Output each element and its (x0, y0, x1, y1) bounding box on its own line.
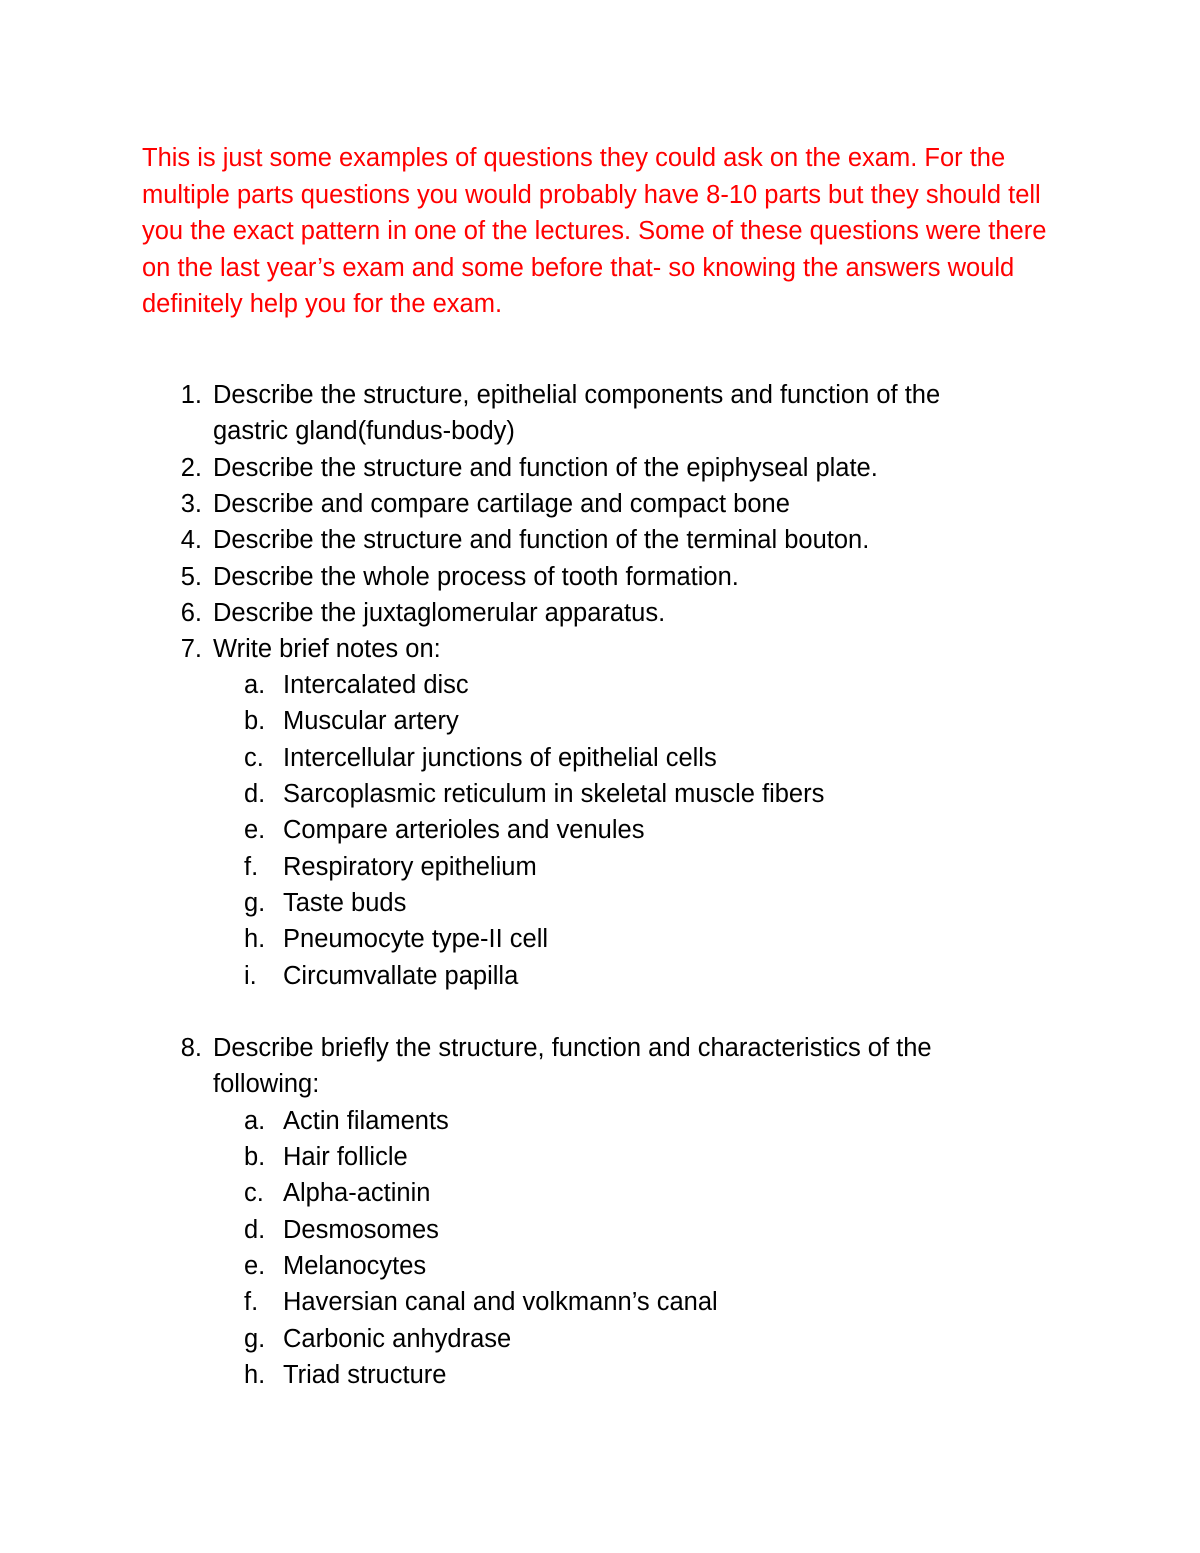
item-letter: f. (244, 853, 259, 881)
item-text: Respiratory epithelium (283, 853, 537, 881)
item-text: Intercellular junctions of epithelial cells (283, 744, 717, 772)
question-number: 7. (180, 635, 202, 663)
question-text: Describe the whole process of tooth formation. (213, 563, 739, 591)
item-letter: d. (244, 780, 266, 808)
item-text: Hair follicle (283, 1143, 408, 1171)
item-text: Triad structure (283, 1361, 447, 1389)
item-text: Carbonic anhydrase (283, 1325, 512, 1353)
item-text: Actin filaments (283, 1107, 449, 1135)
item-text: Alpha-actinin (283, 1179, 431, 1207)
item-text: Circumvallate papilla (283, 962, 519, 990)
item-letter: d. (244, 1216, 266, 1244)
question-text: Describe the structure and function of the terminal bouton. (213, 526, 870, 554)
question-number: 4. (180, 526, 202, 554)
item-letter: c. (244, 744, 264, 772)
item-text: Pneumocyte type-II cell (283, 925, 549, 953)
question-number: 8. (180, 1034, 202, 1062)
item-letter: h. (244, 1361, 266, 1389)
item-text: Haversian canal and volkmann’s canal (283, 1288, 718, 1316)
question-text: Describe and compare cartilage and compact bone (213, 490, 790, 518)
question-text: Describe the structure and function of the epiphyseal plate. (213, 454, 878, 482)
item-text: Muscular artery (283, 707, 459, 735)
question-number: 1. (180, 381, 202, 409)
question-text: Describe briefly the structure, function and characteristics of the following: (213, 1034, 932, 1099)
question-number: 3. (180, 490, 202, 518)
question-text: Describe the structure, epithelial components and function of the gastric gland(fundus-body) (213, 381, 941, 446)
item-letter: g. (244, 1325, 266, 1353)
item-letter: a. (244, 671, 266, 699)
question-text: Write brief notes on: (213, 635, 441, 663)
item-letter: i. (244, 962, 257, 990)
item-letter: e. (244, 816, 266, 844)
item-letter: f. (244, 1288, 259, 1316)
item-letter: e. (244, 1252, 266, 1280)
question-number: 2. (180, 454, 202, 482)
item-letter: a. (244, 1107, 266, 1135)
item-text: Intercalated disc (283, 671, 469, 699)
item-text: Melanocytes (283, 1252, 427, 1280)
item-letter: h. (244, 925, 266, 953)
item-text: Taste buds (283, 889, 407, 917)
question-text: Describe the juxtaglomerular apparatus. (213, 599, 666, 627)
item-letter: b. (244, 707, 266, 735)
item-letter: g. (244, 889, 266, 917)
item-letter: b. (244, 1143, 266, 1171)
item-text: Sarcoplasmic reticulum in skeletal muscle fibers (283, 780, 825, 808)
intro-note: This is just some examples of questions they could ask on the exam. For the multiple parts questions you would probably have 8-10 parts but they should tell you the exact pattern in one of the lectures. Some of these questions were there on the last year’s exam and some before that- so knowing the answers would definitely help you for the exam. (142, 144, 1047, 319)
item-letter: c. (244, 1179, 264, 1207)
question-number: 6. (180, 599, 202, 627)
question-number: 5. (180, 563, 202, 591)
item-text: Compare arterioles and venules (283, 816, 645, 844)
item-text: Desmosomes (283, 1216, 439, 1244)
